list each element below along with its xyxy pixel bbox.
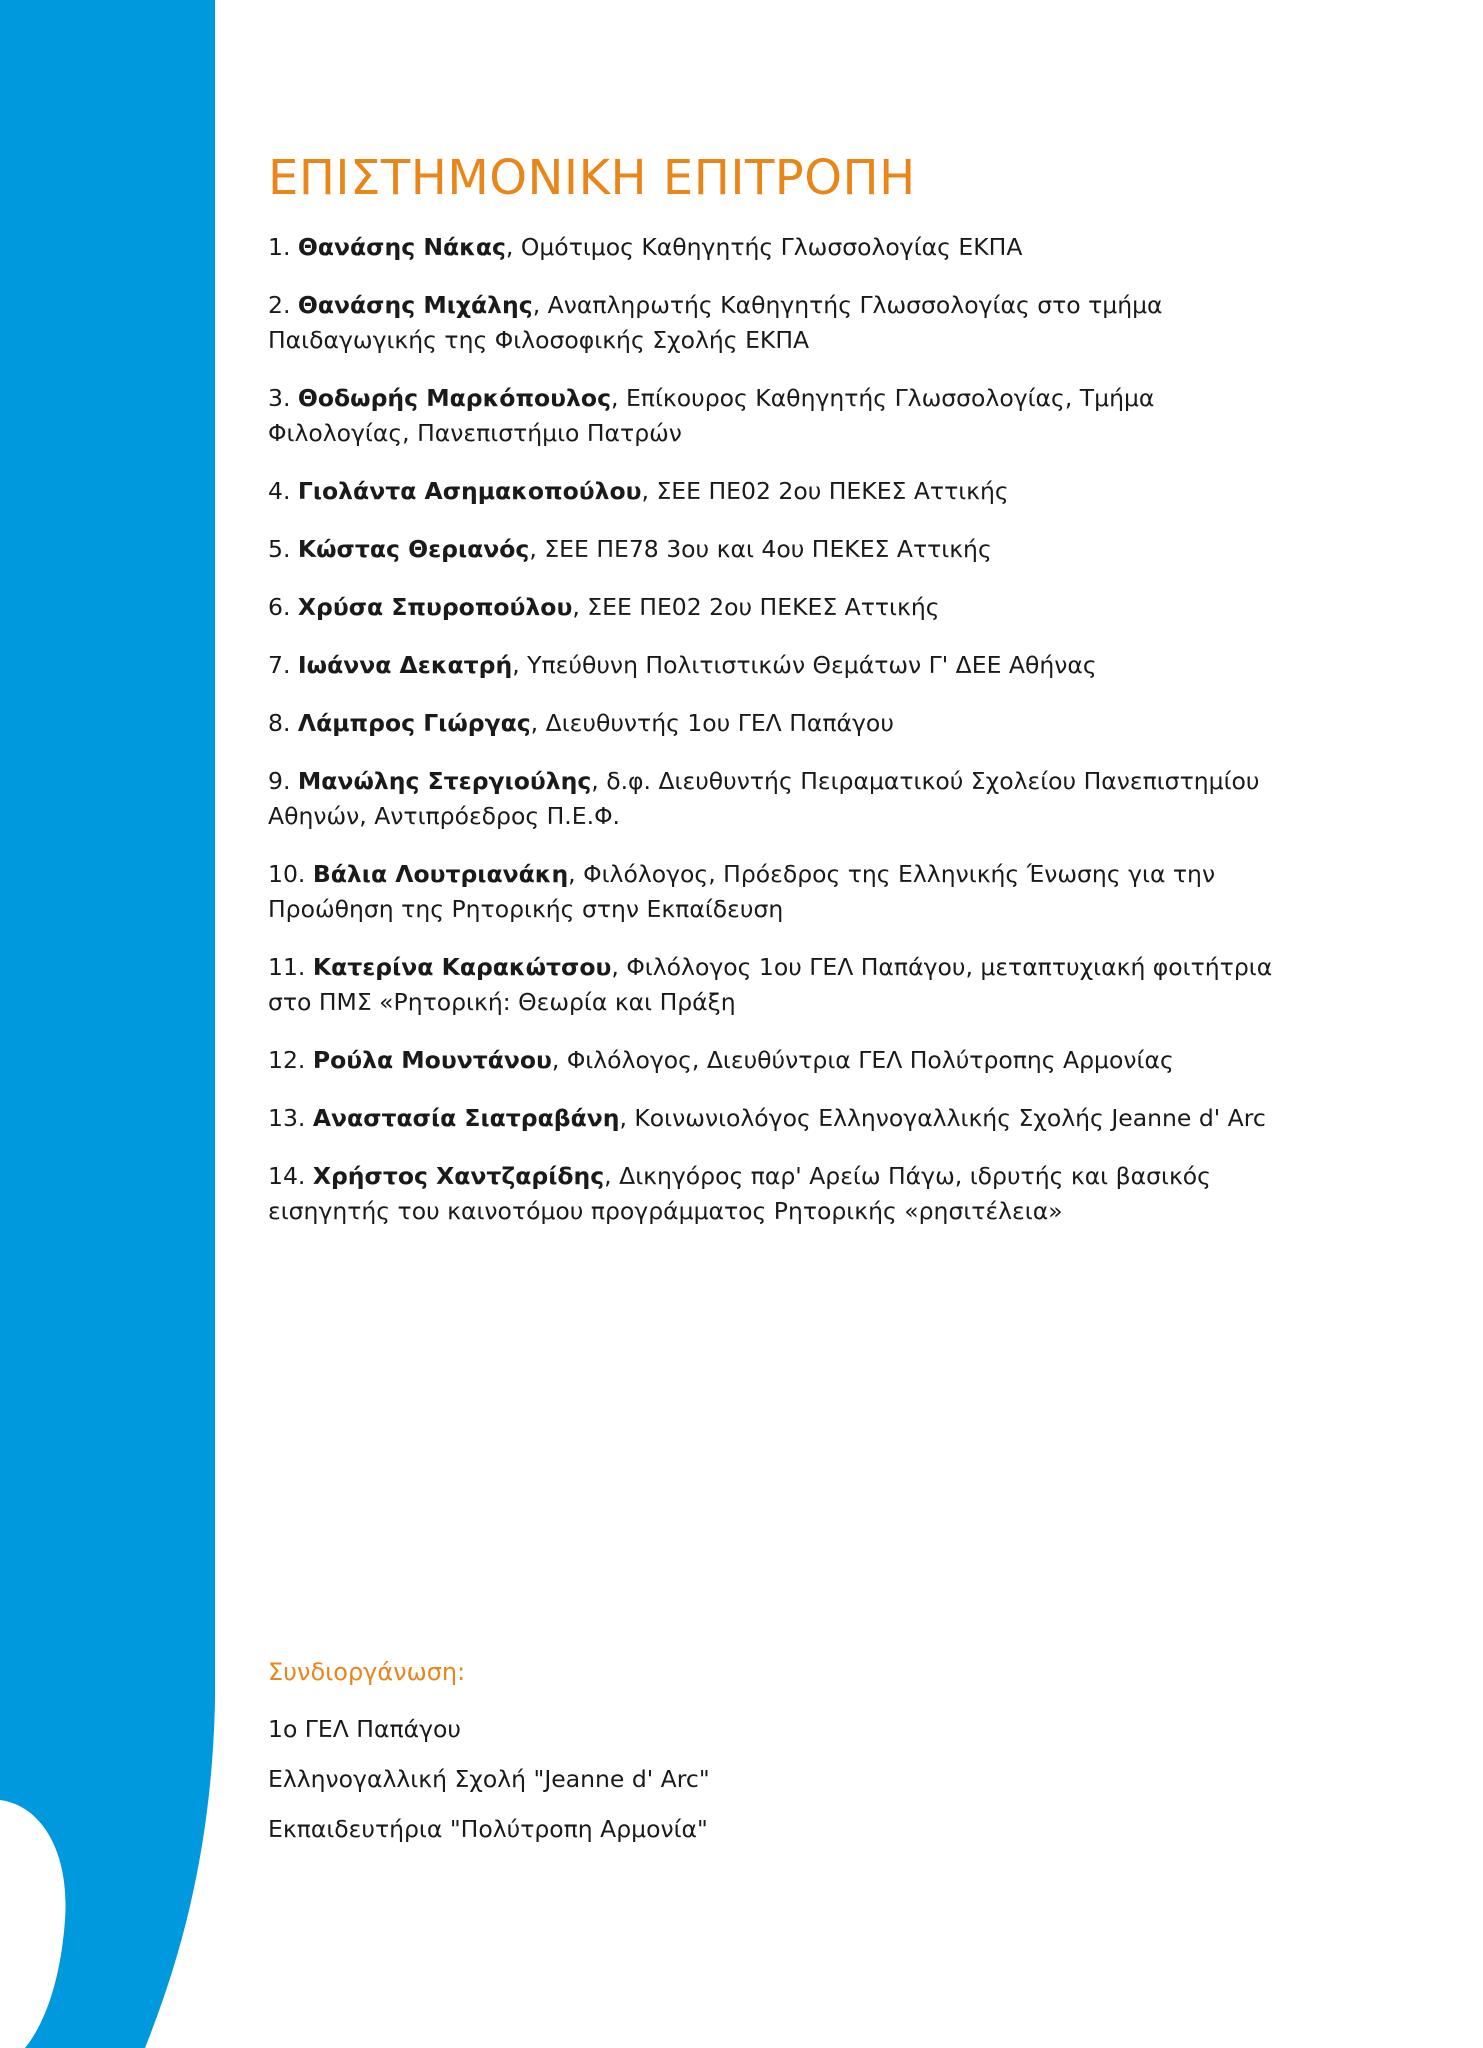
member-description: , Αναπληρωτής Καθηγητής Γλωσσολογίας στο τμήμα Παιδαγωγικής της Φιλοσοφικής Σχολής ΕΚΠΑ — [268, 290, 1163, 354]
member-item — [268, 764, 1288, 834]
member-description: , δ.φ. Διευθυντής Πειραματικού Σχολείου Πανεπιστημίου Αθηνών, Αντιπρόεδρος Π.Ε.Φ. — [268, 766, 1260, 830]
member-description: , Επίκουρος Καθηγητής Γλωσσολογίας, Τμήμα Φιλολογίας, Πανεπιστήμιο Πατρών — [268, 383, 1155, 447]
member-name: Αναστασία Σιατραβάνη — [312, 1103, 620, 1132]
member-item — [268, 474, 1288, 509]
member-number: 1. — [268, 232, 291, 261]
member-number: 14. — [268, 1161, 306, 1190]
member-item — [268, 706, 1288, 741]
member-description: , Δικηγόρος παρ' Αρείω Πάγω, ιδρυτής και βασικός εισηγητής του καινοτόμου προγράμματος Ρητορικής «ρησιτέλεια» — [268, 1161, 1211, 1225]
member-name: Χρύσα Σπυροπούλου — [297, 592, 573, 621]
member-name: Ρούλα Μουντάνου — [312, 1045, 552, 1074]
committee-section — [268, 150, 1288, 1252]
member-name: Κώστας Θεριανός — [297, 534, 530, 563]
member-description: , Φιλόλογος, Διευθύντρια ΓΕΛ Πολύτροπης Αρμονίας — [551, 1045, 1174, 1074]
member-item — [268, 950, 1288, 1020]
organizer-3: Εκπαιδευτήρια "Πολύτροπη Αρμονία" — [268, 1815, 708, 1843]
member-number: 2. — [268, 290, 291, 319]
member-number: 4. — [268, 476, 291, 505]
member-number: 7. — [268, 650, 291, 679]
member-number: 3. — [268, 383, 291, 412]
member-name: Θανάσης Μιχάλης — [297, 290, 533, 319]
member-number: 12. — [268, 1045, 306, 1074]
member-item — [268, 648, 1288, 683]
member-name: Βάλια Λουτριανάκη — [312, 859, 569, 888]
member-description: , Διευθυντής 1ου ΓΕΛ Παπάγου — [530, 708, 894, 737]
page-title: ΕΠΙΣΤΗΜΟΝΙΚΗ ΕΠΙΤΡΟΠΗ — [268, 150, 916, 206]
member-name: Θανάσης Νάκας — [297, 232, 506, 261]
member-item — [268, 1159, 1288, 1229]
organizers-section — [268, 1655, 1168, 1862]
member-item — [268, 857, 1288, 927]
member-name: Κατερίνα Καρακώτσου — [312, 952, 612, 981]
organizer-2: Ελληνογαλλική Σχολή "Jeanne d' Arc" — [268, 1765, 710, 1793]
members-list — [268, 230, 1288, 1229]
member-description: , Φιλόλογος, Πρόεδρος της Ελληνικής Ένωσης για την Προώθηση της Ρητορικής στην Εκπαίδευση — [268, 859, 1216, 923]
member-name: Χρήστος Χαντζαρίδης — [312, 1161, 605, 1190]
member-number: 9. — [268, 766, 291, 795]
member-name: Ιωάννα Δεκατρή — [297, 650, 513, 679]
organizers-label: Συνδιοργάνωση: — [268, 1658, 466, 1686]
member-number: 10. — [268, 859, 306, 888]
member-name: Γιολάντα Ασημακοπούλου — [297, 476, 642, 505]
member-number: 6. — [268, 592, 291, 621]
member-description: , Φιλόλογος 1ου ΓΕΛ Παπάγου, μεταπτυχιακή φοιτήτρια στο ΠΜΣ «Ρητορική: Θεωρία και Πράξη — [268, 952, 1273, 1016]
member-item — [268, 1101, 1288, 1136]
organizer-1: 1ο ΓΕΛ Παπάγου — [268, 1715, 461, 1743]
side-band-shape — [0, 0, 230, 2048]
member-name: Λάμπρος Γιώργας — [297, 708, 531, 737]
member-number: 13. — [268, 1103, 306, 1132]
member-item — [268, 1043, 1288, 1078]
member-item — [268, 288, 1288, 358]
side-band — [0, 0, 230, 2048]
member-number: 11. — [268, 952, 306, 981]
member-name: Θοδωρής Μαρκόπουλος — [297, 383, 612, 412]
member-description: , ΣΕΕ ΠΕ78 3ου και 4ου ΠΕΚΕΣ Αττικής — [529, 534, 992, 563]
member-description: , Υπεύθυνη Πολιτιστικών Θεμάτων Γ' ΔΕΕ Αθήνας — [512, 650, 1097, 679]
member-description: , Ομότιμος Καθηγητής Γλωσσολογίας ΕΚΠΑ — [505, 232, 1023, 261]
member-item — [268, 381, 1288, 451]
member-number: 5. — [268, 534, 291, 563]
member-number: 8. — [268, 708, 291, 737]
member-item — [268, 230, 1288, 265]
member-description: , ΣΕΕ ΠΕ02 2ου ΠΕΚΕΣ Αττικής — [641, 476, 1009, 505]
member-name: Μανώλης Στεργιούλης — [297, 766, 592, 795]
member-description: , ΣΕΕ ΠΕ02 2ου ΠΕΚΕΣ Αττικής — [572, 592, 940, 621]
member-description: , Κοινωνιολόγος Ελληνογαλλικής Σχολής Jeanne d' Arc — [619, 1103, 1266, 1132]
member-item — [268, 590, 1288, 625]
member-item — [268, 532, 1288, 567]
